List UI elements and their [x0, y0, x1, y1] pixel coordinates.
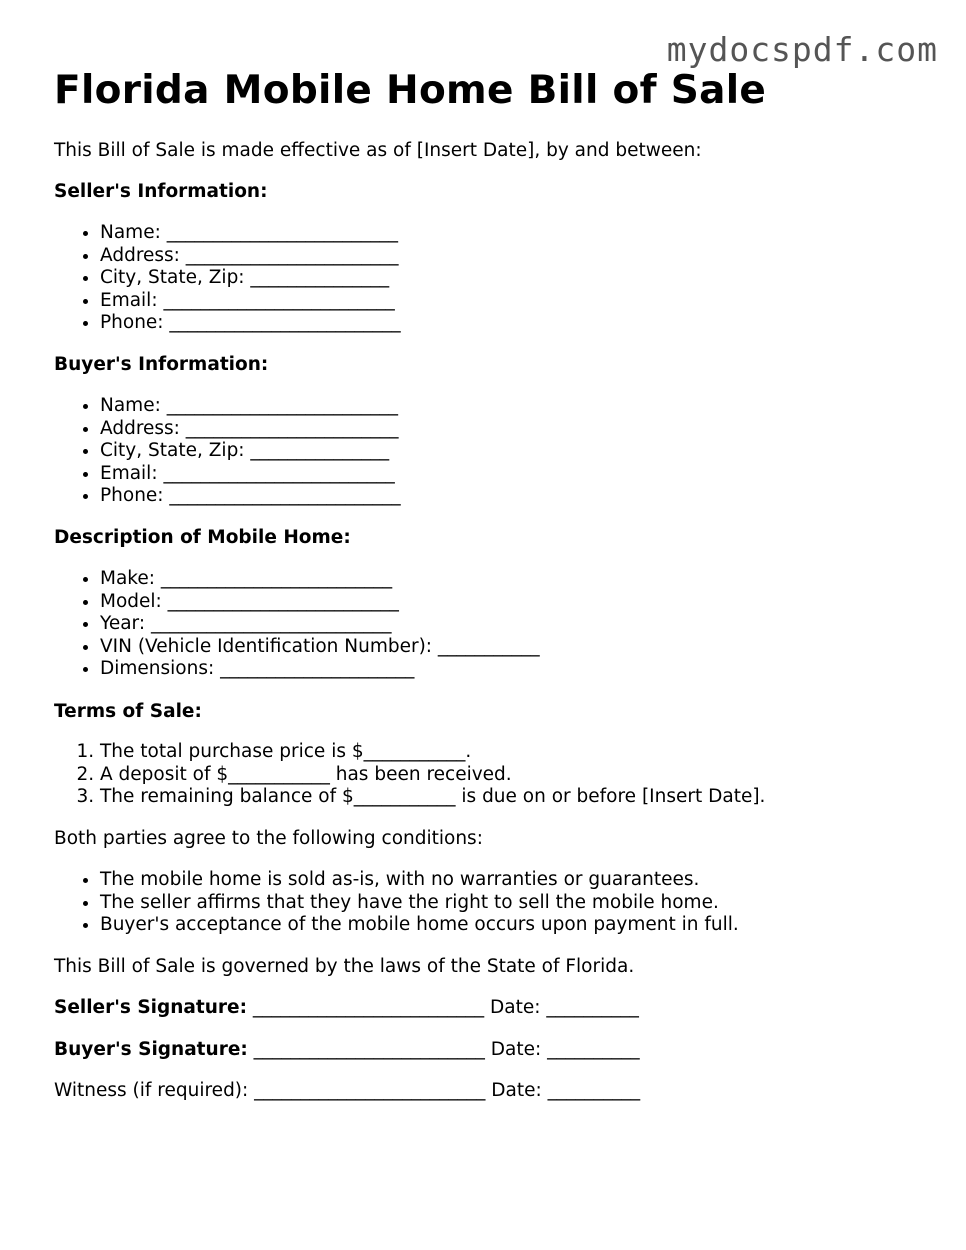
term-remaining-balance: 3. The remaining balance of $___________ is due on or before [Insert Date]. [100, 786, 765, 809]
year-field: • Year: __________________________ [100, 613, 540, 636]
buyer-heading: Buyer's Information: [54, 354, 269, 375]
vin-field: • VIN (Vehicle Identification Number): ___________ [100, 636, 540, 659]
description-field-list [54, 568, 540, 681]
seller-field-list [54, 222, 401, 335]
buyer-phone-field: • Phone: _________________________ [100, 485, 401, 508]
condition-as-is: • The mobile home is sold as-is, with no warranties or guarantees. [100, 869, 739, 892]
governing-law-paragraph: This Bill of Sale is governed by the laws of the State of Florida. [54, 956, 635, 977]
terms-list [54, 741, 765, 809]
conditions-intro: Both parties agree to the following conditions: [54, 828, 483, 849]
seller-signature-label: Seller's Signature: [54, 997, 247, 1018]
intro-paragraph: This Bill of Sale is made effective as of [Insert Date], by and between: [54, 140, 702, 161]
seller-name-field: • Name: _________________________ [100, 222, 401, 245]
condition-right-to-sell: • The seller affirms that they have the right to sell the mobile home. [100, 892, 739, 915]
condition-acceptance: • Buyer's acceptance of the mobile home occurs upon payment in full. [100, 914, 739, 937]
buyer-city-state-zip-field: • City, State, Zip: _______________ [100, 440, 401, 463]
buyer-field-list [54, 395, 401, 508]
watermark: mydocspdf.com [666, 30, 938, 69]
model-field: • Model: _________________________ [100, 591, 540, 614]
dimensions-field: • Dimensions: _____________________ [100, 658, 540, 681]
buyer-email-field: • Email: _________________________ [100, 463, 401, 486]
buyer-signature-label: Buyer's Signature: [54, 1039, 248, 1060]
buyer-name-field: • Name: _________________________ [100, 395, 401, 418]
term-purchase-price: 1. The total purchase price is $___________. [100, 741, 765, 764]
seller-address-field: • Address: _______________________ [100, 245, 401, 268]
seller-email-field: • Email: _________________________ [100, 290, 401, 313]
terms-heading: Terms of Sale: [54, 701, 202, 722]
description-heading: Description of Mobile Home: [54, 527, 351, 548]
make-field: • Make: _________________________ [100, 568, 540, 591]
buyer-address-field: • Address: _______________________ [100, 418, 401, 441]
term-deposit: 2. A deposit of $___________ has been received. [100, 764, 765, 787]
seller-city-state-zip-field: • City, State, Zip: _______________ [100, 267, 401, 290]
seller-heading: Seller's Information: [54, 181, 268, 202]
witness-signature-line: Witness (if required): _________________________ Date: __________ [54, 1080, 641, 1101]
conditions-list [54, 869, 739, 937]
document-title: Florida Mobile Home Bill of Sale [54, 68, 767, 113]
seller-signature-line [54, 995, 639, 1021]
buyer-signature-line [54, 1037, 640, 1063]
seller-phone-field: • Phone: _________________________ [100, 312, 401, 335]
seller-signature-blank: _________________________ Date: __________ [247, 997, 639, 1018]
buyer-signature-blank: _________________________ Date: __________ [247, 1039, 640, 1060]
